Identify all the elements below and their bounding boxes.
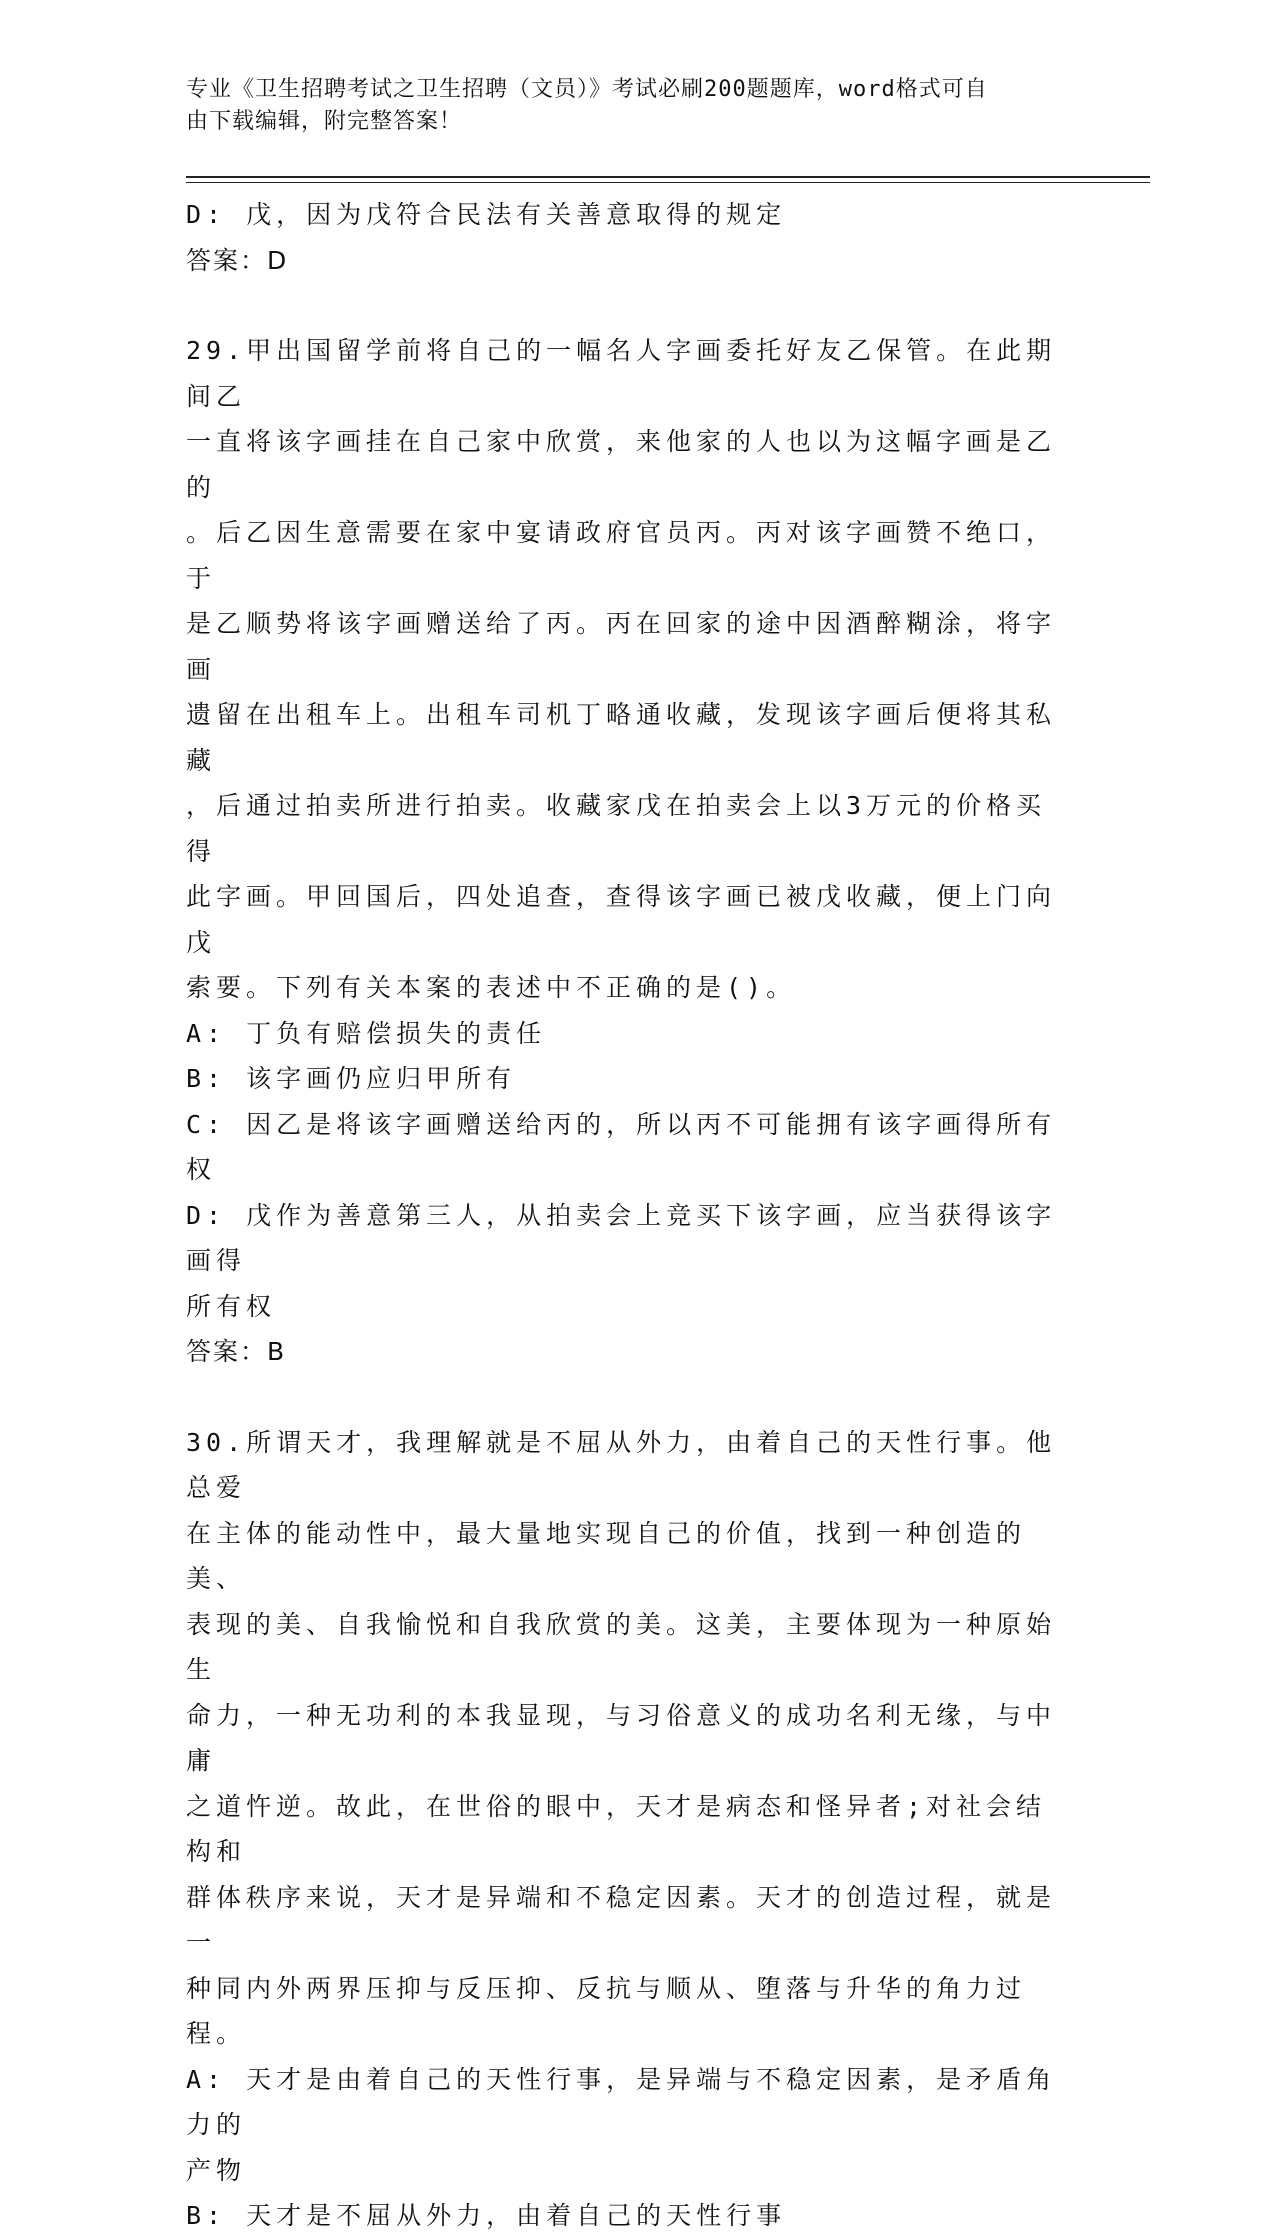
q30-option-b: B: 天才是不屈从外力，由着自己的天性行事 — [186, 2201, 787, 2230]
q29-answer: 答案：B — [186, 1337, 287, 1366]
q30-text-line: 种同内外两界压抑与反压抑、反抗与顺从、堕落与升华的角力过程。 — [186, 1973, 1027, 2048]
q29-text-line: 29.甲出国留学前将自己的一幅名人字画委托好友乙保管。在此期间乙 — [186, 336, 1057, 411]
q29-text-line: 索要。下列有关本案的表述中不正确的是()。 — [186, 973, 797, 1002]
q29-option-c: C: 因乙是将该字画赠送给丙的，所以丙不可能拥有该字画得所有权 — [186, 1109, 1057, 1184]
document-body — [186, 192, 1071, 2239]
q29-text-line: 是乙顺势将该字画赠送给了丙。丙在回家的途中因酒醉糊涂，将字画 — [186, 609, 1057, 684]
q30-text-line: 在主体的能动性中，最大量地实现自己的价值，找到一种创造的美、 — [186, 1518, 1027, 1593]
q30-option-a: A: 天才是由着自己的天性行事，是异端与不稳定因素，是矛盾角力的 — [186, 2064, 1057, 2139]
spacer — [186, 283, 1071, 328]
header-divider — [186, 176, 1150, 178]
q30-text-line: 表现的美、自我愉悦和自我欣赏的美。这美，主要体现为一种原始生 — [186, 1609, 1057, 1684]
q30-text-line: 之道忤逆。故此，在世俗的眼中，天才是病态和怪异者;对社会结构和 — [186, 1791, 1047, 1866]
header-line-2: 由下载编辑，附完整答案！ — [186, 109, 463, 134]
q30-text-line: 群体秩序来说，天才是异端和不稳定因素。天才的创造过程，就是一 — [186, 1882, 1057, 1957]
q29-text-line: 此字画。甲回国后，四处追查，查得该字画已被戊收藏，便上门向戊 — [186, 882, 1057, 957]
question-29 — [186, 328, 1071, 1375]
header-divider-thin — [186, 182, 1150, 183]
q30-text-line: 命力，一种无功利的本我显现，与习俗意义的成功名利无缘，与中庸 — [186, 1700, 1057, 1775]
q29-option-d-cont: 所有权 — [186, 1291, 277, 1321]
q29-option-a: A: 丁负有赔偿损失的责任 — [186, 1018, 547, 1048]
q30-option-a-cont: 产物 — [186, 2155, 247, 2185]
q29-option-b: B: 该字画仍应归甲所有 — [186, 1064, 517, 1093]
question-30 — [186, 1420, 1071, 2239]
page-header — [186, 74, 1066, 138]
prev-option-d: D: 戊，因为戊符合民法有关善意取得的规定 — [186, 200, 787, 229]
spacer — [186, 1375, 1071, 1420]
q29-text-line: 一直将该字画挂在自己家中欣赏，来他家的人也以为这幅字画是乙的 — [186, 427, 1057, 502]
q29-text-line: ，后通过拍卖所进行拍卖。收藏家戊在拍卖会上以3万元的价格买得 — [186, 791, 1047, 866]
q29-option-d: D: 戊作为善意第三人，从拍卖会上竞买下该字画，应当获得该字画得 — [186, 1200, 1057, 1275]
prev-answer: 答案：D — [186, 245, 289, 275]
q30-text-line: 30.所谓天才，我理解就是不屈从外力，由着自己的天性行事。他总爱 — [186, 1427, 1057, 1502]
q29-text-line: 遗留在出租车上。出租车司机丁略通收藏，发现该字画后便将其私藏 — [186, 700, 1057, 775]
q29-text-line: 。后乙因生意需要在家中宴请政府官员丙。丙对该字画赞不绝口，于 — [186, 518, 1057, 593]
header-line-1: 专业《卫生招聘考试之卫生招聘（文员）》考试必刷200题题库，word格式可自 — [186, 77, 988, 102]
